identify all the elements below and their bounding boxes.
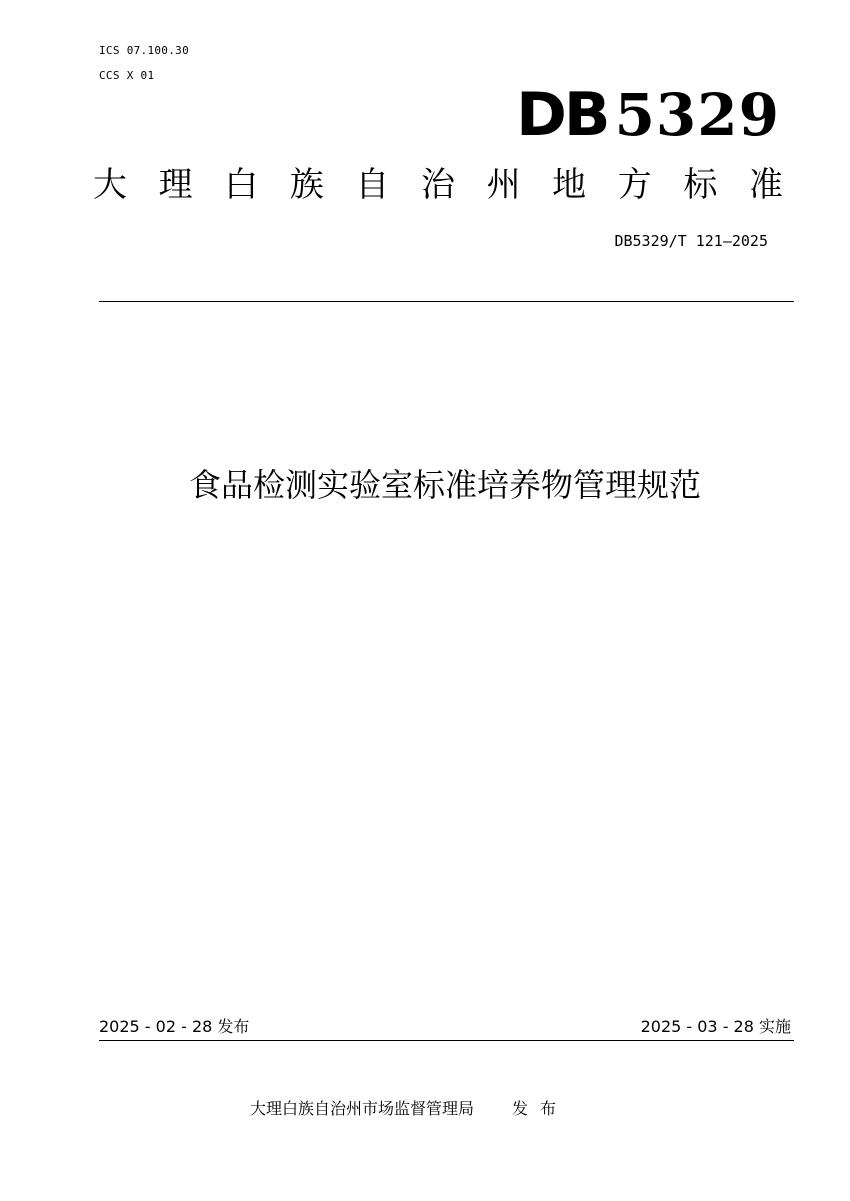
standard-kind-char: 方 (617, 165, 652, 205)
standard-kind (88, 162, 788, 208)
issuer-action: 发布 (512, 1099, 569, 1118)
top-divider (99, 301, 794, 302)
implement-date: 2025 - 03 - 28 实施 (640, 1017, 791, 1036)
bottom-divider (99, 1040, 794, 1041)
document-title: 食品检测实验室标准培养物管理规范 (188, 466, 701, 504)
ics-code: ICS 07.100.30 (99, 44, 189, 57)
publish-date: 2025 - 02 - 28 发布 (99, 1017, 250, 1036)
standard-kind-char: 地 (552, 165, 587, 205)
ccs-code: CCS X 01 (99, 69, 155, 82)
standard-kind-char: 准 (748, 165, 783, 205)
standard-mark (516, 80, 780, 150)
date-row (99, 1016, 791, 1038)
issuer-name: 大理白族自治州市场监督管理局 (250, 1099, 475, 1118)
standard-mark-number: 5329 (614, 81, 780, 149)
standard-kind-char: 族 (289, 165, 324, 205)
standard-kind-char: 标 (683, 165, 718, 205)
standard-kind-char: 自 (355, 165, 390, 205)
standard-kind-char: 大 (93, 165, 127, 205)
standard-kind-char: 白 (224, 165, 259, 205)
issuer-row (250, 1098, 568, 1120)
standard-kind-char: 州 (486, 165, 521, 205)
standard-kind-char: 理 (158, 165, 193, 205)
standard-code: DB5329/T 121—2025 (614, 232, 768, 250)
standard-kind-char: 治 (420, 165, 455, 205)
standard-mark-letters: DB (516, 80, 608, 150)
